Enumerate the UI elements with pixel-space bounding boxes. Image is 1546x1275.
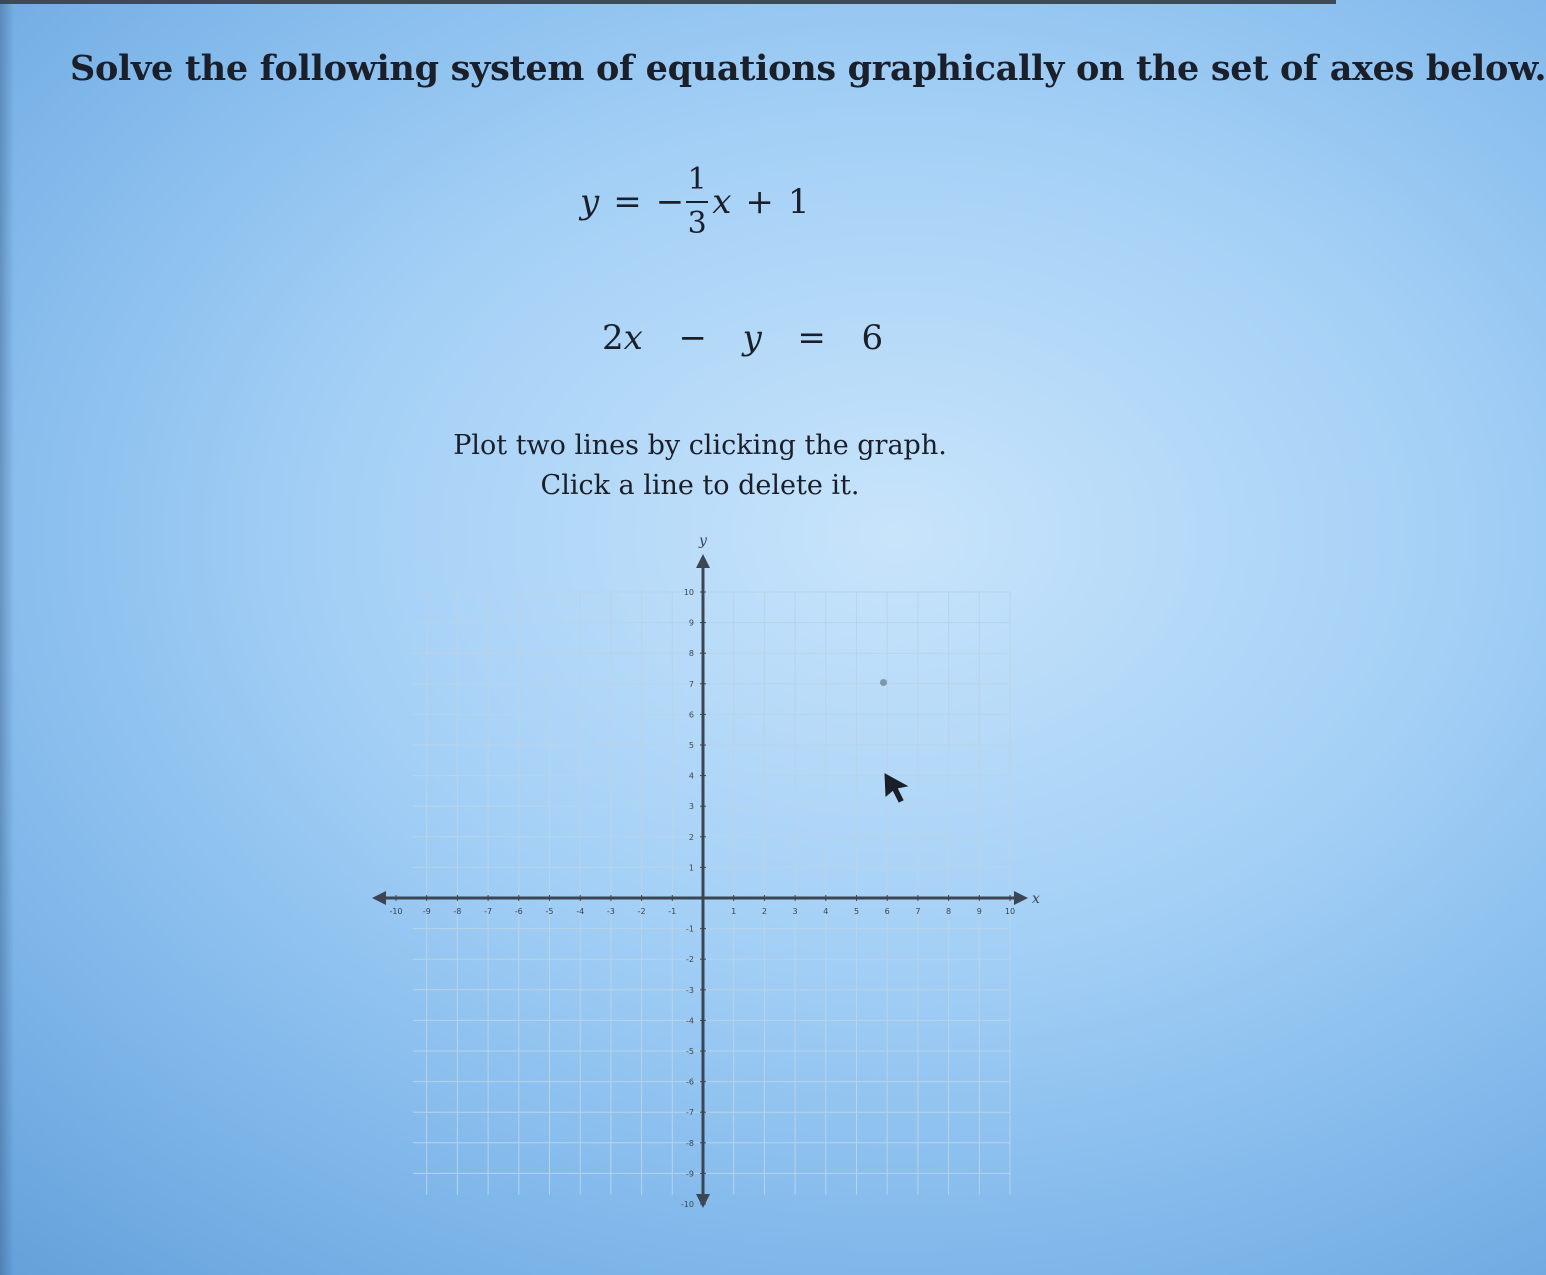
- y-tick-label: 4: [688, 771, 694, 781]
- screen-left-shadow: [0, 0, 14, 1275]
- equation-one: [580, 152, 810, 252]
- eq2-rhs: 6: [861, 318, 884, 358]
- eq1-denominator: 3: [687, 206, 707, 241]
- x-tick-label: -7: [484, 907, 493, 916]
- eq1-constant: 1: [787, 182, 810, 222]
- x-tick-label: 7: [915, 907, 921, 916]
- y-tick-label: 1: [688, 863, 694, 873]
- eq2-minus: −: [678, 318, 707, 358]
- y-tick-label: -8: [686, 1138, 694, 1148]
- y-tick-label: 3: [688, 802, 694, 812]
- x-tick-label: -6: [514, 907, 523, 916]
- screen-speck: [880, 679, 887, 686]
- eq2-x: x: [623, 318, 643, 358]
- equation-two: [602, 318, 883, 358]
- x-tick-label: 8: [946, 907, 952, 916]
- eq2-coefficient: 2: [602, 318, 624, 358]
- x-axis-label: x: [1032, 891, 1040, 907]
- y-tick-label: -10: [680, 1200, 694, 1209]
- hint-plot-lines: Plot two lines by clicking the graph.: [453, 430, 947, 461]
- x-tick-label: -5: [545, 907, 554, 916]
- y-tick-label: 10: [683, 588, 694, 597]
- x-tick-label: 9: [976, 907, 982, 916]
- eq1-numerator: 1: [687, 162, 707, 197]
- y-tick-label: -9: [686, 1169, 694, 1179]
- eq1-variable: x: [712, 182, 732, 222]
- y-axis-arrow-down: [696, 1194, 710, 1208]
- x-tick-label: -2: [637, 907, 646, 916]
- x-tick-label: -8: [453, 907, 462, 916]
- mouse-pointer-icon: [883, 772, 911, 804]
- y-tick-label: -1: [686, 924, 694, 934]
- x-tick-label: 1: [731, 907, 737, 916]
- x-tick-label: 6: [884, 907, 890, 916]
- eq1-plus: +: [745, 182, 774, 222]
- question-instruction: Solve the following system of equations graphically on the set of axes below.: [70, 48, 1546, 89]
- y-tick-label: 8: [688, 649, 694, 659]
- graph-grid: [413, 592, 1010, 1195]
- y-tick-label: 2: [688, 832, 694, 842]
- eq2-equals: =: [797, 318, 826, 358]
- x-tick-label: -1: [668, 907, 677, 916]
- y-tick-label: -5: [686, 1047, 694, 1056]
- y-tick-label: -7: [686, 1108, 694, 1118]
- y-tick-label: -6: [686, 1077, 694, 1087]
- y-axis-label: y: [699, 533, 707, 549]
- y-tick-label: 9: [688, 618, 694, 628]
- x-tick-label: 4: [823, 907, 829, 916]
- eq1-fraction: [686, 161, 708, 243]
- y-tick-label: -3: [686, 985, 694, 995]
- x-tick-label: -9: [422, 907, 431, 916]
- x-axis-arrow-left: [372, 891, 386, 905]
- y-tick-label: 7: [688, 679, 694, 689]
- eq2-y: y: [742, 318, 762, 358]
- screen-top-edge: [0, 0, 1336, 4]
- x-tick-label: -4: [576, 907, 585, 916]
- x-axis-arrow-right: [1014, 891, 1028, 905]
- x-tick-label: 3: [792, 907, 798, 916]
- y-tick-label: 6: [688, 710, 694, 720]
- eq1-sign: −: [655, 182, 685, 222]
- fraction-bar: [686, 201, 708, 203]
- y-tick-label: 5: [688, 741, 694, 750]
- y-tick-label: -2: [686, 955, 694, 965]
- x-tick-label: 5: [853, 907, 860, 916]
- x-tick-label: 10: [1004, 907, 1016, 916]
- y-axis-arrow-up: [696, 554, 710, 568]
- hint-delete-line: Click a line to delete it.: [540, 470, 860, 501]
- x-tick-label: -10: [389, 907, 403, 916]
- eq1-equals: =: [613, 182, 642, 222]
- eq1-lhs: y: [580, 182, 600, 222]
- y-tick-label: -4: [686, 1016, 694, 1026]
- x-tick-label: -3: [606, 907, 615, 916]
- coordinate-graph[interactable]: [360, 530, 1060, 1220]
- graph-axes: [372, 554, 1028, 1208]
- x-tick-label: 2: [761, 907, 767, 916]
